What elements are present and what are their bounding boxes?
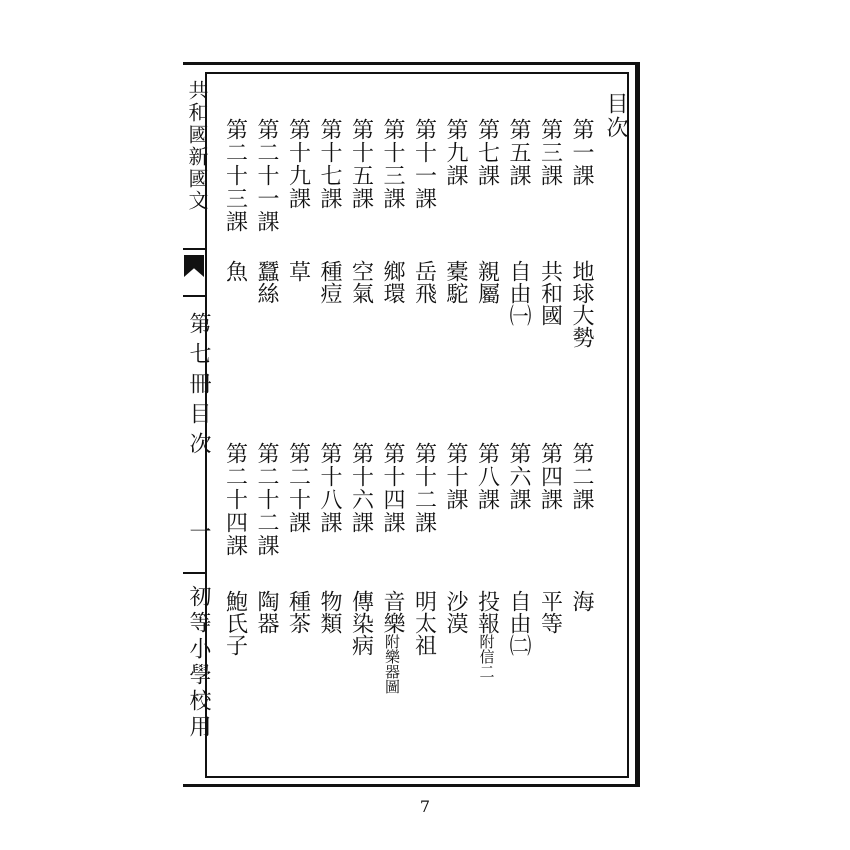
- lesson-topic: [220, 260, 251, 282]
- page-number: 7: [419, 797, 431, 816]
- toc-entry: [409, 442, 443, 656]
- spine-divider: [183, 295, 205, 297]
- lesson-number: 第九課: [443, 118, 468, 187]
- spine-usage-label: 初等小學校用: [186, 585, 211, 741]
- topic-text: 草: [285, 260, 311, 282]
- topic-text: 傳染病: [348, 590, 374, 656]
- topic-text: 鮑氏子: [222, 590, 248, 656]
- toc-entry: [346, 118, 380, 304]
- toc-entry: [440, 442, 474, 634]
- topic-text: 自由㈡: [506, 590, 531, 656]
- toc-entry: [566, 442, 600, 612]
- topic-text: 親屬: [474, 260, 500, 304]
- topic-note: 附信二: [477, 634, 496, 679]
- toc-entry: [566, 118, 600, 348]
- topic-text: 物類: [317, 590, 342, 634]
- lesson-topic: [220, 590, 251, 656]
- lesson-number: 第二十四課: [222, 442, 248, 557]
- lesson-topic: [440, 260, 471, 304]
- lesson-topic: [566, 590, 597, 612]
- lesson-number: 第十三課: [380, 118, 405, 210]
- lesson-number: 第二十課: [285, 442, 311, 534]
- lesson-number: 第十六課: [348, 442, 374, 534]
- lesson-number: 第十七課: [317, 118, 342, 210]
- lesson-topic: [283, 590, 314, 634]
- spine-divider: [183, 572, 205, 574]
- toc-entry: [409, 118, 443, 304]
- lesson-number: 第十一課: [411, 118, 437, 210]
- topic-text: 種茶: [285, 590, 311, 634]
- topic-text: 蠶絲: [254, 260, 279, 304]
- topic-text: 自由㈠: [506, 260, 531, 326]
- lesson-topic: [409, 260, 440, 304]
- lesson-topic: [503, 590, 534, 656]
- lesson-topic: [503, 260, 534, 326]
- lesson-topic: [377, 590, 408, 694]
- topic-text: 魚: [222, 260, 248, 282]
- toc-entry: [314, 118, 348, 304]
- lesson-topic: [566, 260, 597, 348]
- toc-entry: [377, 118, 411, 304]
- topic-text: 種痘: [317, 260, 342, 304]
- lesson-number: 第十四課: [380, 442, 405, 534]
- toc-entry: [283, 442, 317, 634]
- lesson-number: 第八課: [474, 442, 500, 511]
- toc-entry: [220, 442, 254, 656]
- lesson-topic: [535, 260, 566, 326]
- lesson-topic: [346, 590, 377, 656]
- lesson-topic: [440, 590, 471, 634]
- lesson-topic: [251, 260, 282, 304]
- toc-entry: [503, 442, 537, 656]
- lesson-topic: [377, 260, 408, 304]
- lesson-topic: [472, 260, 503, 304]
- spine-divider: [183, 248, 205, 250]
- topic-text: 橐駝: [443, 260, 468, 304]
- toc-entry: [472, 442, 506, 679]
- lesson-number: 第十課: [443, 442, 468, 511]
- toc-entry: [346, 442, 380, 656]
- lesson-number: 第十二課: [411, 442, 437, 534]
- lesson-topic: [535, 590, 566, 634]
- spine-volume-label: 第七冊目次: [186, 312, 211, 462]
- toc-entry: [220, 118, 254, 282]
- topic-text: 明太祖: [411, 590, 437, 656]
- lesson-number: 第十八課: [317, 442, 342, 534]
- topic-text: 地球大勢: [569, 260, 594, 348]
- topic-text: 空氣: [348, 260, 374, 304]
- topic-text: 音樂: [380, 590, 405, 634]
- lesson-topic: [409, 590, 440, 656]
- lesson-number: 第六課: [506, 442, 531, 511]
- topic-text: 鄉環: [380, 260, 405, 304]
- lesson-number: 第五課: [506, 118, 531, 187]
- topic-note: 附樂器圖: [383, 634, 401, 694]
- toc-entry: [440, 118, 474, 304]
- lesson-number: 第十九課: [285, 118, 311, 210]
- lesson-number: 第七課: [474, 118, 500, 187]
- lesson-number: 第四課: [537, 442, 563, 511]
- topic-text: 岳飛: [411, 260, 437, 304]
- toc-entry: [535, 118, 569, 326]
- lesson-number: 第二課: [569, 442, 594, 511]
- toc-entry: [283, 118, 317, 282]
- topic-text: 投報: [474, 590, 500, 634]
- spine-leaf-number: 一: [186, 520, 211, 542]
- lesson-number: 第一課: [569, 118, 594, 187]
- lesson-topic: [251, 590, 282, 634]
- lesson-number: 第三課: [537, 118, 563, 187]
- toc-entry: [314, 442, 348, 634]
- toc-entry: [251, 442, 285, 634]
- lesson-topic: [472, 590, 503, 679]
- toc-entry: [535, 442, 569, 634]
- lesson-number: 第二十三課: [222, 118, 248, 233]
- lesson-topic: [283, 260, 314, 282]
- topic-text: 陶器: [254, 590, 279, 634]
- lesson-topic: [314, 260, 345, 304]
- toc-title: 目次: [603, 92, 628, 140]
- lesson-number: 第十五課: [348, 118, 374, 210]
- lesson-number: 第二十二課: [254, 442, 279, 557]
- topic-text: 海: [569, 590, 594, 612]
- topic-text: 平等: [537, 590, 563, 634]
- toc-entry: [472, 118, 506, 304]
- lesson-number: 第二十一課: [254, 118, 279, 233]
- lesson-topic: [314, 590, 345, 634]
- topic-text: 沙漠: [443, 590, 468, 634]
- toc-entry: [503, 118, 537, 326]
- toc-entry: [377, 442, 411, 694]
- spine-series-title: 共和國新國文: [185, 80, 209, 212]
- topic-text: 共和國: [537, 260, 563, 326]
- toc-entry: [251, 118, 285, 304]
- lesson-topic: [346, 260, 377, 304]
